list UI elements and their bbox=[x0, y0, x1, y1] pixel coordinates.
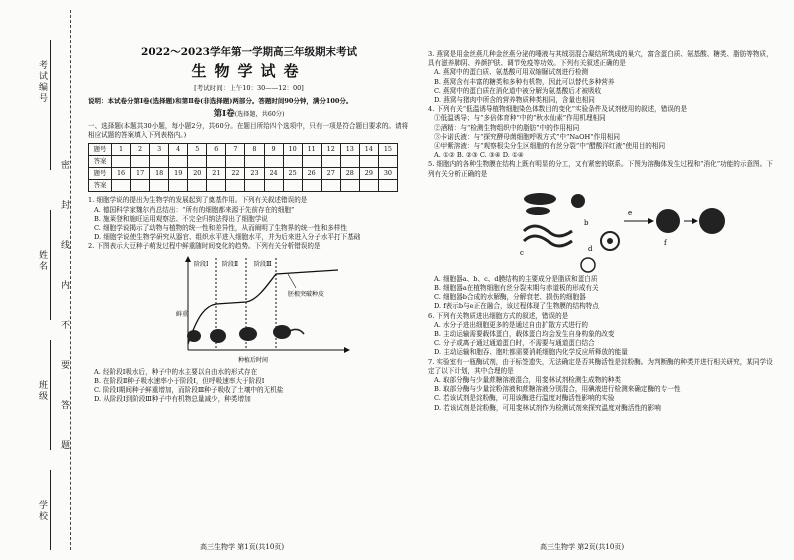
question-stem: 2. 下图表示大豆种子萌发过程中鲜重随时间变化的趋势。下列有关分析错误的是 bbox=[88, 242, 321, 251]
answer-cell bbox=[245, 180, 264, 192]
label-d: d bbox=[588, 244, 593, 253]
option-d: D. f表示b与e正在融合，该过程体现了生物膜的结构特点 bbox=[434, 302, 599, 311]
instructions: 说明：本试卷分第Ⅰ卷(选择题)和第Ⅱ卷(非选择题)两部分。答题时间90分钟，满分100分。 bbox=[88, 96, 353, 105]
germination-diagram bbox=[88, 254, 410, 366]
option-b: B. 施莱登和施旺运用观察法、不完全归纳法得出了细胞学说 bbox=[94, 214, 268, 223]
table-row bbox=[89, 168, 398, 180]
question-number-cell: 9 bbox=[264, 144, 283, 156]
statement-4: ④甲紫溶液：与“观察根尖分生区细胞的有丝分裂”中“醋酸洋红液”使用目的相同 bbox=[434, 142, 666, 151]
question-stem: 6. 下列有关物质进出细胞方式的叙述，错误的是 bbox=[428, 311, 569, 320]
x-axis-label: 种植后时间 bbox=[238, 356, 269, 364]
answer-cell bbox=[302, 156, 321, 168]
answer-cell bbox=[150, 156, 169, 168]
seal-char: 要 bbox=[59, 360, 69, 371]
row-label: 答案 bbox=[89, 156, 112, 168]
answer-cell bbox=[188, 180, 207, 192]
options-row: A. ①② B. ②③ C. ③④ D. ①④ bbox=[434, 151, 524, 160]
question-number-cell: 3 bbox=[150, 144, 169, 156]
option-b: B. 在阶段Ⅱ种子吸水速率小于阶段Ⅰ，但呼吸速率大于阶段Ⅰ bbox=[94, 376, 265, 385]
option-c: C. 燕窝中的蛋白质在消化道中被分解为氨基酸后才被吸收 bbox=[434, 86, 602, 95]
answer-cell bbox=[150, 180, 169, 192]
answer-cell bbox=[188, 156, 207, 168]
question-number-cell: 26 bbox=[302, 168, 321, 180]
question-number-cell: 24 bbox=[264, 168, 283, 180]
answer-cell bbox=[302, 180, 321, 192]
answer-cell bbox=[321, 180, 340, 192]
answer-cell bbox=[378, 156, 397, 168]
question-stem: 3. 燕窝是用金丝燕几种金丝燕分泌的唾液与其绒羽混合凝结所筑成的巢穴，富含蛋白质、氨基酸、糖类、脂肪等物质，具有滋养肺阴、养颜护肤、调节免疫等功效。下列有关叙述正确的是 bbox=[428, 50, 773, 68]
question-number-cell: 11 bbox=[302, 144, 321, 156]
stage-2-label: 阶段Ⅱ bbox=[222, 260, 239, 268]
answer-cell bbox=[169, 156, 188, 168]
statement-2: ②酒精：与“检测生物组织中的脂肪”中的作用相同 bbox=[434, 123, 580, 132]
school-field bbox=[50, 470, 51, 550]
table-row bbox=[89, 156, 398, 168]
page-footer-left: 高三生物学 第1页(共10页) bbox=[200, 543, 285, 551]
statement-3: ③卡诺氏液：与“探究酵母菌细胞呼吸方式”中“NaOH”作用相同 bbox=[434, 132, 620, 141]
row-label: 答案 bbox=[89, 180, 112, 192]
option-a: A. 取部分酶与少量蔗糖溶液混合，用斐林试剂检测生成物的种类 bbox=[434, 376, 621, 385]
question-number-cell: 2 bbox=[131, 144, 150, 156]
question-number-cell: 23 bbox=[245, 168, 264, 180]
question-number-cell: 8 bbox=[245, 144, 264, 156]
question-stem: 1. 细胞学说的提出为生物学的发展起到了奠基作用。下列有关叙述错误的是 bbox=[88, 196, 308, 205]
option-d: D. 燕窝与猪肉中所含的营养物质种类相同，含量也相同 bbox=[434, 96, 595, 105]
question-number-cell: 12 bbox=[321, 144, 340, 156]
answer-cell bbox=[359, 156, 378, 168]
question-number-cell: 19 bbox=[169, 168, 188, 180]
answer-table bbox=[88, 143, 398, 192]
answer-cell bbox=[131, 180, 150, 192]
question-number-cell: 18 bbox=[150, 168, 169, 180]
answer-cell bbox=[340, 156, 359, 168]
answer-cell bbox=[283, 156, 302, 168]
option-b: B. 主动运输需要载体蛋白，载体蛋白均会发生自身构象的改变 bbox=[434, 330, 615, 339]
option-c: C. 阶段Ⅰ期间种子鲜重增加，而阶段Ⅲ种子吸收了土壤中的无机盐 bbox=[94, 386, 284, 395]
option-c: C. 若该试剂是淀粉酶，可用该酶进行温度对酶活性影响的实验 bbox=[434, 394, 615, 403]
question-number-cell: 7 bbox=[226, 144, 245, 156]
page-footer-right: 高三生物学 第2页(共10页) bbox=[540, 543, 625, 551]
label-e: e bbox=[628, 208, 633, 217]
exam-no-field bbox=[50, 40, 51, 170]
option-a: A. 水分子进出细胞更多的是通过自由扩散方式进行的 bbox=[434, 320, 589, 329]
option-a: A. 德国科学家魏尔肖总结出：“所有的细胞都来源于先前存在的细胞” bbox=[94, 205, 295, 214]
answer-cell bbox=[131, 156, 150, 168]
option-b: B. 燕窝含有丰富的糖类和多种有机物，因此可以替代多种营养 bbox=[434, 77, 615, 86]
question-number-cell: 25 bbox=[283, 168, 302, 180]
question-number-cell: 13 bbox=[340, 144, 359, 156]
answer-cell bbox=[207, 180, 226, 192]
answer-cell bbox=[378, 180, 397, 192]
option-b: B. 细胞器a在植物细胞有丝分裂末期与赤道板的形成有关 bbox=[434, 284, 599, 293]
part-title bbox=[88, 110, 410, 119]
option-a: A. 细胞器a、b、c、d膜结构的主要成分是脂质和蛋白质 bbox=[434, 274, 598, 283]
question-number-cell: 27 bbox=[321, 168, 340, 180]
y-axis-label: 鲜重 bbox=[176, 310, 189, 318]
option-d: D. 细胞学说使生物学研究从器官、组织水平进入细胞水平，并为后来进入分子水平打下基础 bbox=[94, 233, 361, 242]
question-stem: 5. 细胞内的各种生物膜在结构上既有明显的分工，又有紧密的联系。下图为溶酶体发生过程和“消化”功能的示意图。下列有关分析正确的是 bbox=[428, 160, 773, 178]
seal-char: 密 bbox=[59, 160, 69, 171]
option-a: A. 燕窝中的蛋白质、氨基酸可用双缩脲试剂进行检测 bbox=[434, 68, 589, 77]
answer-cell bbox=[264, 156, 283, 168]
seal-char: 封 bbox=[59, 200, 69, 211]
exam-time: [考试时间：上午10：30——12：00] bbox=[194, 84, 304, 93]
answer-cell bbox=[112, 180, 131, 192]
question-number-cell: 28 bbox=[340, 168, 359, 180]
question-number-cell: 5 bbox=[188, 144, 207, 156]
answer-cell bbox=[340, 180, 359, 192]
row-label: 题号 bbox=[89, 144, 112, 156]
part-name: 第Ⅰ卷 bbox=[213, 108, 235, 119]
class-label: 班级 bbox=[37, 380, 47, 402]
question-number-cell: 17 bbox=[131, 168, 150, 180]
name-label: 姓名 bbox=[37, 250, 47, 272]
left-column bbox=[88, 40, 410, 404]
option-d: D. 若该试剂是淀粉酶，可用斐林试剂作为检测试剂来探究温度对酶活性的影响 bbox=[434, 403, 661, 412]
exam-no-label: 考试编号 bbox=[37, 60, 47, 104]
answer-cell bbox=[283, 180, 302, 192]
question-stem: 4. 下列有关“低温诱导植物细胞染色体数目的变化”实验条件及试剂使用的叙述，错误的是 bbox=[428, 105, 688, 114]
option-c: C. 细胞学说揭示了动物与植物的统一性和差异性，从而阐明了生物界的统一性和多样性 bbox=[94, 224, 347, 233]
label-c: c bbox=[520, 248, 524, 257]
answer-cell bbox=[264, 180, 283, 192]
question-number-cell: 21 bbox=[207, 168, 226, 180]
label-f: f bbox=[664, 238, 667, 247]
answer-cell bbox=[226, 156, 245, 168]
answer-cell bbox=[169, 180, 188, 192]
option-c: C. 分子或离子通过通道蛋白时，不需要与通道蛋白结合 bbox=[434, 339, 595, 348]
option-b: B. 取部分酶与少量淀粉溶液和蔗糖溶液分别混合，用碘液进行检测来确定酶的专一性 bbox=[434, 385, 681, 394]
exam-title: 2022～2023学年第一学期高三年级期末考试 bbox=[141, 46, 357, 58]
option-d: D. 从阶段Ⅰ到阶段Ⅲ种子中有机物总量减少，种类增加 bbox=[94, 395, 251, 404]
section-intro: 一、选择题(本题共30小题，每小题2分，共60分。在题目所给四个选项中，只有一项是符合题目要求的。请将相应试题的答案填入下列表格内。) bbox=[88, 122, 409, 140]
curve-annotation: 胚根突破种皮 bbox=[288, 290, 325, 298]
question-number-cell: 30 bbox=[378, 168, 397, 180]
seal-char: 内 bbox=[59, 280, 69, 291]
question-number-cell: 4 bbox=[169, 144, 188, 156]
statement-1: ①低温诱导；与“多倍体育种”中的“秋水仙素”作用机理相同 bbox=[434, 114, 606, 123]
seal-char: 不 bbox=[59, 320, 69, 331]
question-number-cell: 29 bbox=[359, 168, 378, 180]
answer-cell bbox=[245, 156, 264, 168]
answer-cell bbox=[207, 156, 226, 168]
option-d: D. 主动运输和胞吞、胞吐都需要消耗细胞内化学反应所释放的能量 bbox=[434, 348, 628, 357]
lysosome-figure bbox=[428, 181, 778, 273]
question-number-cell: 22 bbox=[226, 168, 245, 180]
right-column bbox=[428, 50, 778, 413]
germination-figure bbox=[88, 254, 410, 366]
part-subtitle: (选择题，共60分) bbox=[234, 110, 285, 118]
question-number-cell: 6 bbox=[207, 144, 226, 156]
lysosome-diagram bbox=[428, 181, 778, 273]
binding-strip bbox=[0, 0, 78, 560]
question-number-cell: 1 bbox=[112, 144, 131, 156]
question-number-cell: 15 bbox=[378, 144, 397, 156]
question-number-cell: 16 bbox=[112, 168, 131, 180]
seal-char: 题 bbox=[59, 440, 69, 451]
answer-cell bbox=[226, 180, 245, 192]
question-number-cell: 20 bbox=[188, 168, 207, 180]
question-number-cell: 10 bbox=[283, 144, 302, 156]
answer-cell bbox=[359, 180, 378, 192]
table-row bbox=[89, 144, 398, 156]
seal-char: 线 bbox=[59, 240, 69, 251]
school-label: 学校 bbox=[37, 500, 47, 522]
option-c: C. 细胞器b合成的水解酶，分解衰老、损伤的细胞器 bbox=[434, 293, 586, 302]
answer-cell bbox=[321, 156, 340, 168]
label-b: b bbox=[584, 218, 589, 227]
question-number-cell: 14 bbox=[359, 144, 378, 156]
option-a: A. 经阶段Ⅰ吸水后，种子中的水主要以自由水的形式存在 bbox=[94, 367, 258, 376]
subject-title: 生物学试卷 bbox=[191, 62, 307, 81]
name-field bbox=[50, 210, 51, 320]
stage-3-label: 阶段Ⅲ bbox=[254, 260, 272, 268]
answer-cell bbox=[112, 156, 131, 168]
stage-1-label: 阶段Ⅰ bbox=[194, 260, 209, 268]
seal-char: 答 bbox=[59, 400, 69, 411]
row-label: 题号 bbox=[89, 168, 112, 180]
class-field bbox=[50, 340, 51, 450]
question-stem: 7. 实验室有一瓶酶试剂，由于标签遗失，无法确定是否其酶活性是淀粉酶。为判断酶的种类并进行相关研究，某同学设定了以下计划，其中合理的是 bbox=[428, 357, 773, 375]
table-row bbox=[89, 180, 398, 192]
